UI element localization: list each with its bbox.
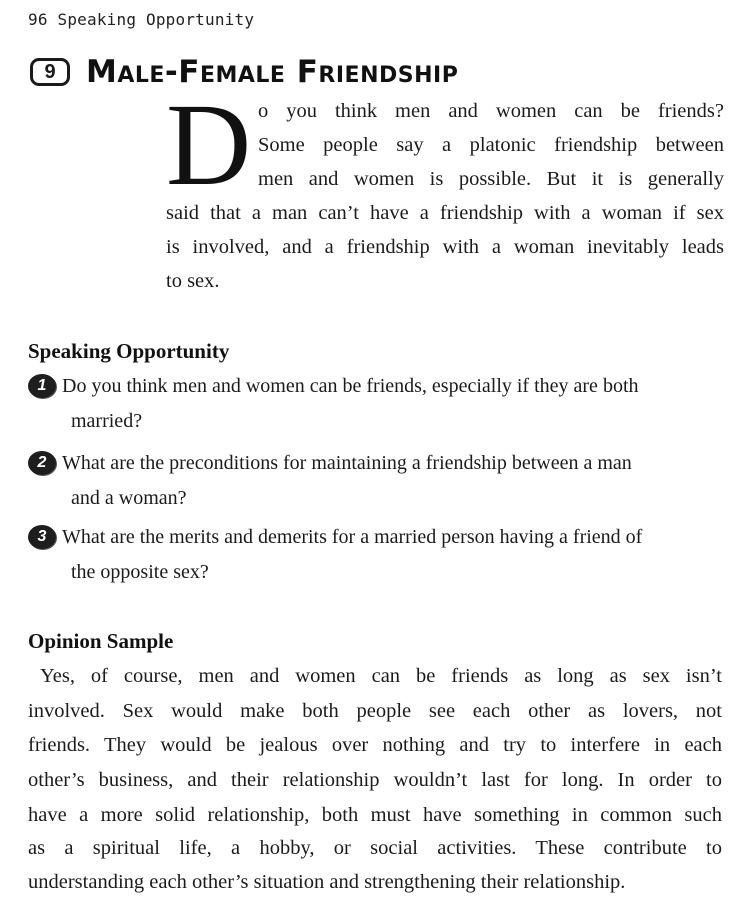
question-text: What are the preconditions for maintaining a friendship between a man: [62, 452, 632, 474]
opinion-line: involved. Sex would make both people see each other as lovers, not: [28, 700, 722, 722]
intro-line: is involved, and a friendship with a woman inevitably leads: [166, 236, 724, 258]
running-head: [28, 10, 254, 29]
intro-line: said that a man can’t have a friendship with a woman if sex: [166, 202, 724, 224]
question-item: [28, 524, 728, 585]
question-item: [28, 450, 728, 511]
question-number-badge: 2: [28, 451, 56, 475]
opinion-line: as a spiritual life, a hobby, or social activities. These contribute to: [28, 837, 722, 859]
question-text-continued: and a woman?: [71, 487, 187, 509]
lesson-number-badge: 9: [30, 58, 70, 86]
question-text: Do you think men and women can be friends, especially if they are both: [62, 375, 639, 397]
lesson-title: Male-Female Friendship: [86, 54, 459, 90]
intro-line: men and women is possible. But it is generally: [258, 168, 724, 190]
question-number-badge: 1: [28, 374, 56, 398]
opinion-line: understanding each other’s situation and strengthening their relationship.: [28, 871, 626, 893]
question-item: [28, 373, 728, 434]
opinion-line: Yes, of course, men and women can be friends as long as sex isn’t: [40, 665, 722, 687]
opinion-line: have a more solid relationship, both must have something in common such: [28, 804, 722, 826]
opinion-line: friends. They would be jealous over nothing and try to interfere in each: [28, 734, 722, 756]
question-text-continued: the opposite sex?: [71, 561, 209, 583]
intro-line: Some people say a platonic friendship between: [258, 134, 724, 156]
question-text: What are the merits and demerits for a married person having a friend of: [62, 526, 643, 548]
page-number: 96: [28, 10, 48, 29]
intro-line: o you think men and women can be friends?: [258, 100, 724, 122]
intro-paragraph: [166, 79, 724, 301]
running-head-section: Speaking Opportunity: [57, 10, 255, 29]
opinion-sample-heading: Opinion Sample: [28, 629, 174, 653]
question-text-continued: married?: [71, 410, 143, 432]
speaking-opportunity-heading: Speaking Opportunity: [28, 339, 230, 363]
drop-cap: D: [166, 79, 252, 210]
question-number-badge: 3: [28, 525, 56, 549]
intro-line: to sex.: [166, 270, 220, 292]
opinion-line: other’s business, and their relationship wouldn’t last for long. In order to: [28, 769, 722, 791]
